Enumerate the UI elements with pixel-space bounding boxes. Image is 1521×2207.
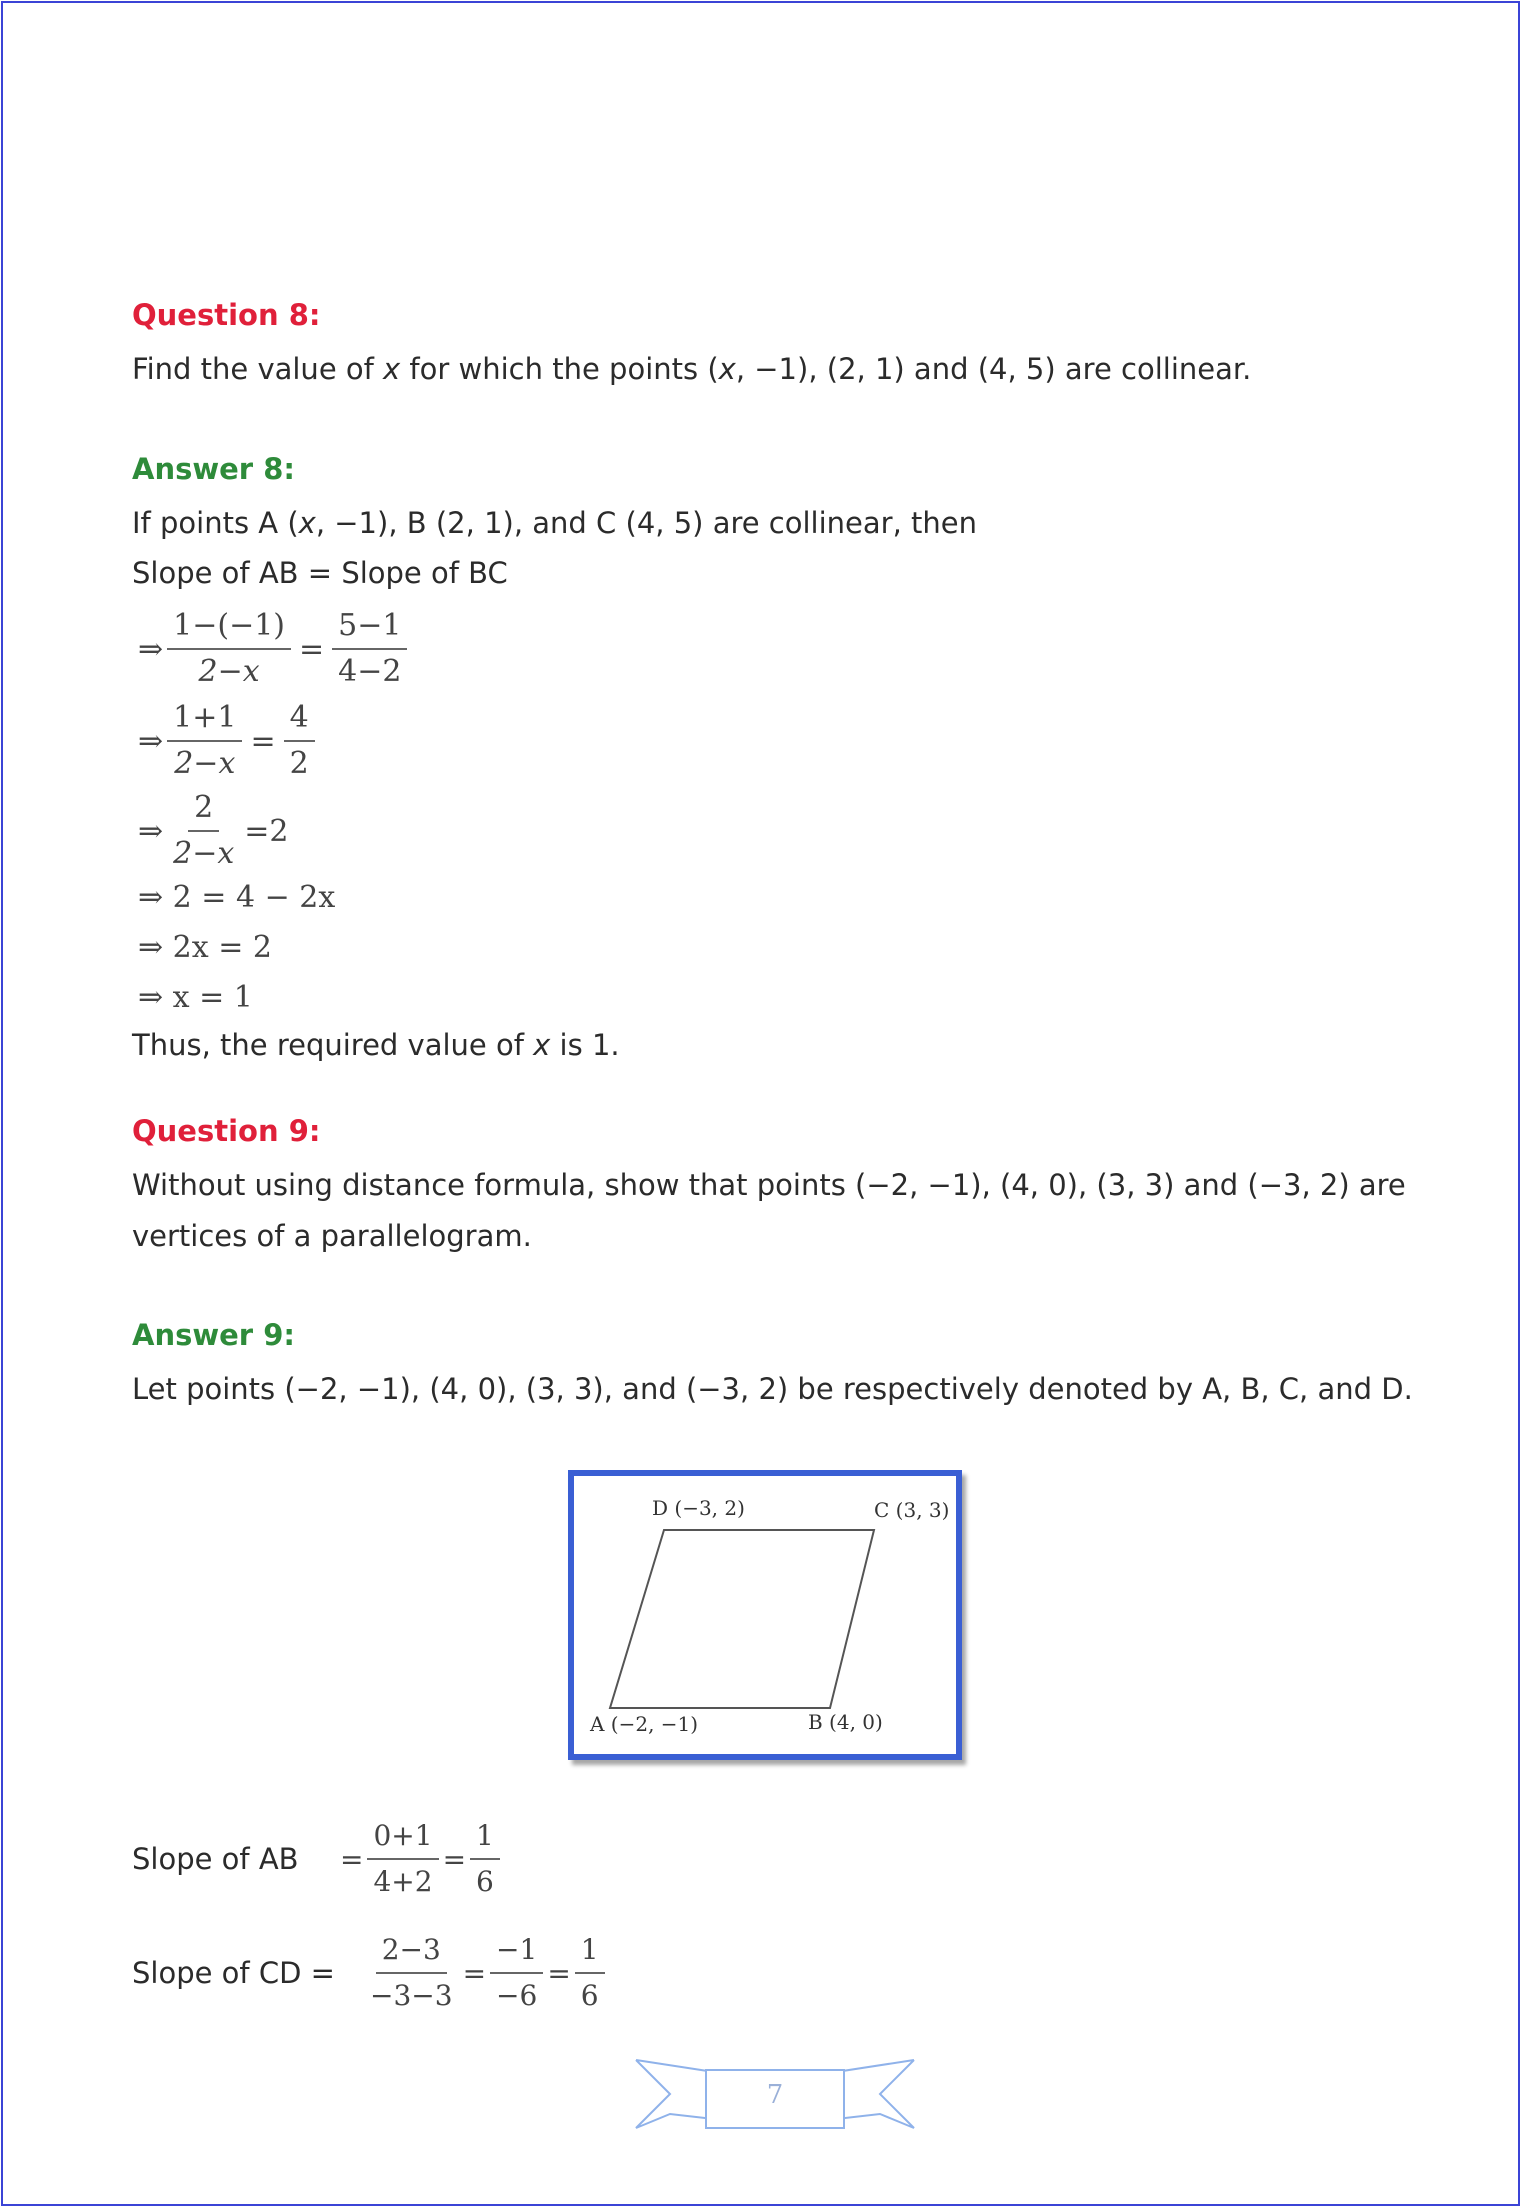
answer-8-step-5: ⇒ 2x = 2 (138, 930, 272, 965)
question-8-heading: Question 8: (132, 298, 321, 332)
question-9-heading: Question 9: (132, 1114, 321, 1148)
answer-8-conclusion: Thus, the required value of x is 1. (132, 1028, 620, 1062)
answer-8-step-3: ⇒ $\frac{2}{2-x}$ =2 (138, 790, 289, 871)
answer-9-heading: Answer 9: (132, 1318, 295, 1352)
answer-8-line-1: If points A (x, −1), B (2, 1), and C (4, 5) are collinear, then (132, 506, 977, 540)
answer-8-step-2: ⇒ $\frac{1+1}{2-x}$ = $\frac{4}{2}$ (138, 700, 319, 782)
answer-8-step-4: ⇒ 2 = 4 − 2x (138, 880, 336, 915)
slope-ab-row (132, 1818, 504, 1900)
question-8-text: Find the value of x for which the points (x, −1), (2, 1) and (4, 5) are collinear. (132, 352, 1252, 386)
question-9-line-2: vertices of a parallelogram. (132, 1219, 532, 1253)
page-number: 7 (766, 2080, 784, 2110)
answer-8-step-6: ⇒ x = 1 (138, 980, 253, 1015)
label-b: B (4, 0) (808, 1710, 883, 1734)
slope-cd-row (132, 1932, 609, 2014)
label-d: D (−3, 2) (652, 1496, 745, 1520)
question-9-line-1: Without using distance formula, show that points (−2, −1), (4, 0), (3, 3) and (−3, 2) are (132, 1168, 1406, 1202)
label-a: A (−2, −1) (590, 1712, 699, 1736)
slope-ab-label: Slope of AB (132, 1842, 299, 1876)
answer-9-line-1: Let points (−2, −1), (4, 0), (3, 3), and (−3, 2) be respectively denoted by A, B, C, and D. (132, 1372, 1413, 1406)
page-number-ribbon (630, 2054, 920, 2134)
answer-8-heading: Answer 8: (132, 452, 295, 486)
label-c: C (3, 3) (874, 1498, 950, 1522)
slope-cd-label: Slope of CD = (132, 1956, 335, 1990)
slope-ab-math: = $\frac{0+1}{4+2}$ = $\frac{1}{6}$ (340, 1818, 504, 1900)
parallelogram-figure (568, 1470, 962, 1760)
answer-8-line-2: Slope of AB = Slope of BC (132, 556, 508, 590)
answer-8-step-1: ⇒ $\frac{1-(-1)}{2-x}$ = $\frac{5-1}{4-2}$ (138, 608, 411, 690)
slope-cd-math: $\frac{2-3}{-3-3}$ = $\frac{-1}{-6}$ = $\frac{1}{6}$ (360, 1932, 609, 2014)
